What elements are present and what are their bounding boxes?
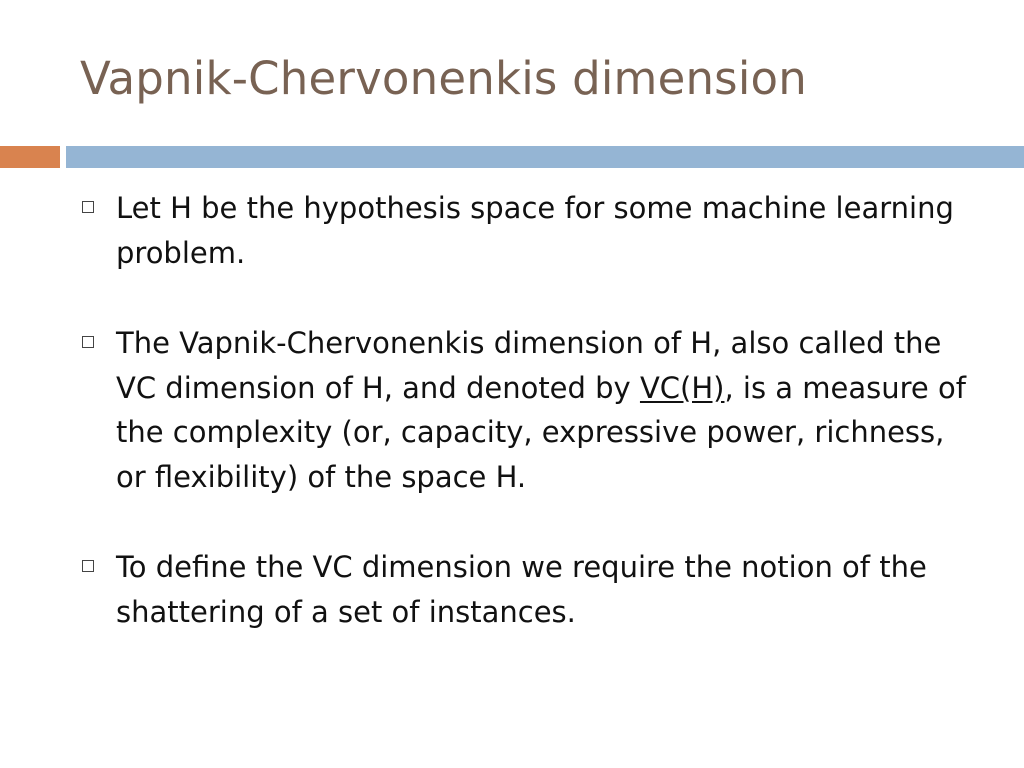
accent-bar-orange (0, 146, 60, 168)
accent-bar-blue (66, 146, 1024, 168)
square-bullet-icon (82, 560, 94, 572)
bullet-text: To define the VC dimension we require the notion of the shattering of a set of instances. (116, 550, 927, 629)
bullet-item (78, 321, 978, 499)
square-bullet-icon (82, 336, 94, 348)
slide-title: Vapnik-Chervonenkis dimension (80, 52, 807, 105)
bullet-item (78, 545, 978, 634)
vc-h-term: VC(H) (639, 370, 725, 405)
bullet-list (78, 186, 978, 680)
bullet-text: Let H be the hypothesis space for some machine learning problem. (116, 191, 954, 270)
square-bullet-icon (82, 201, 94, 213)
bullet-text-after: , is a measure of the complexity (or, capacity, expressive power, richness, or flexibility) of the space H. (116, 370, 966, 494)
bullet-text-before: The Vapnik-Chervonenkis dimension of H, also called the VC dimension of H, and denoted by (116, 326, 942, 405)
bullet-item (78, 186, 978, 275)
